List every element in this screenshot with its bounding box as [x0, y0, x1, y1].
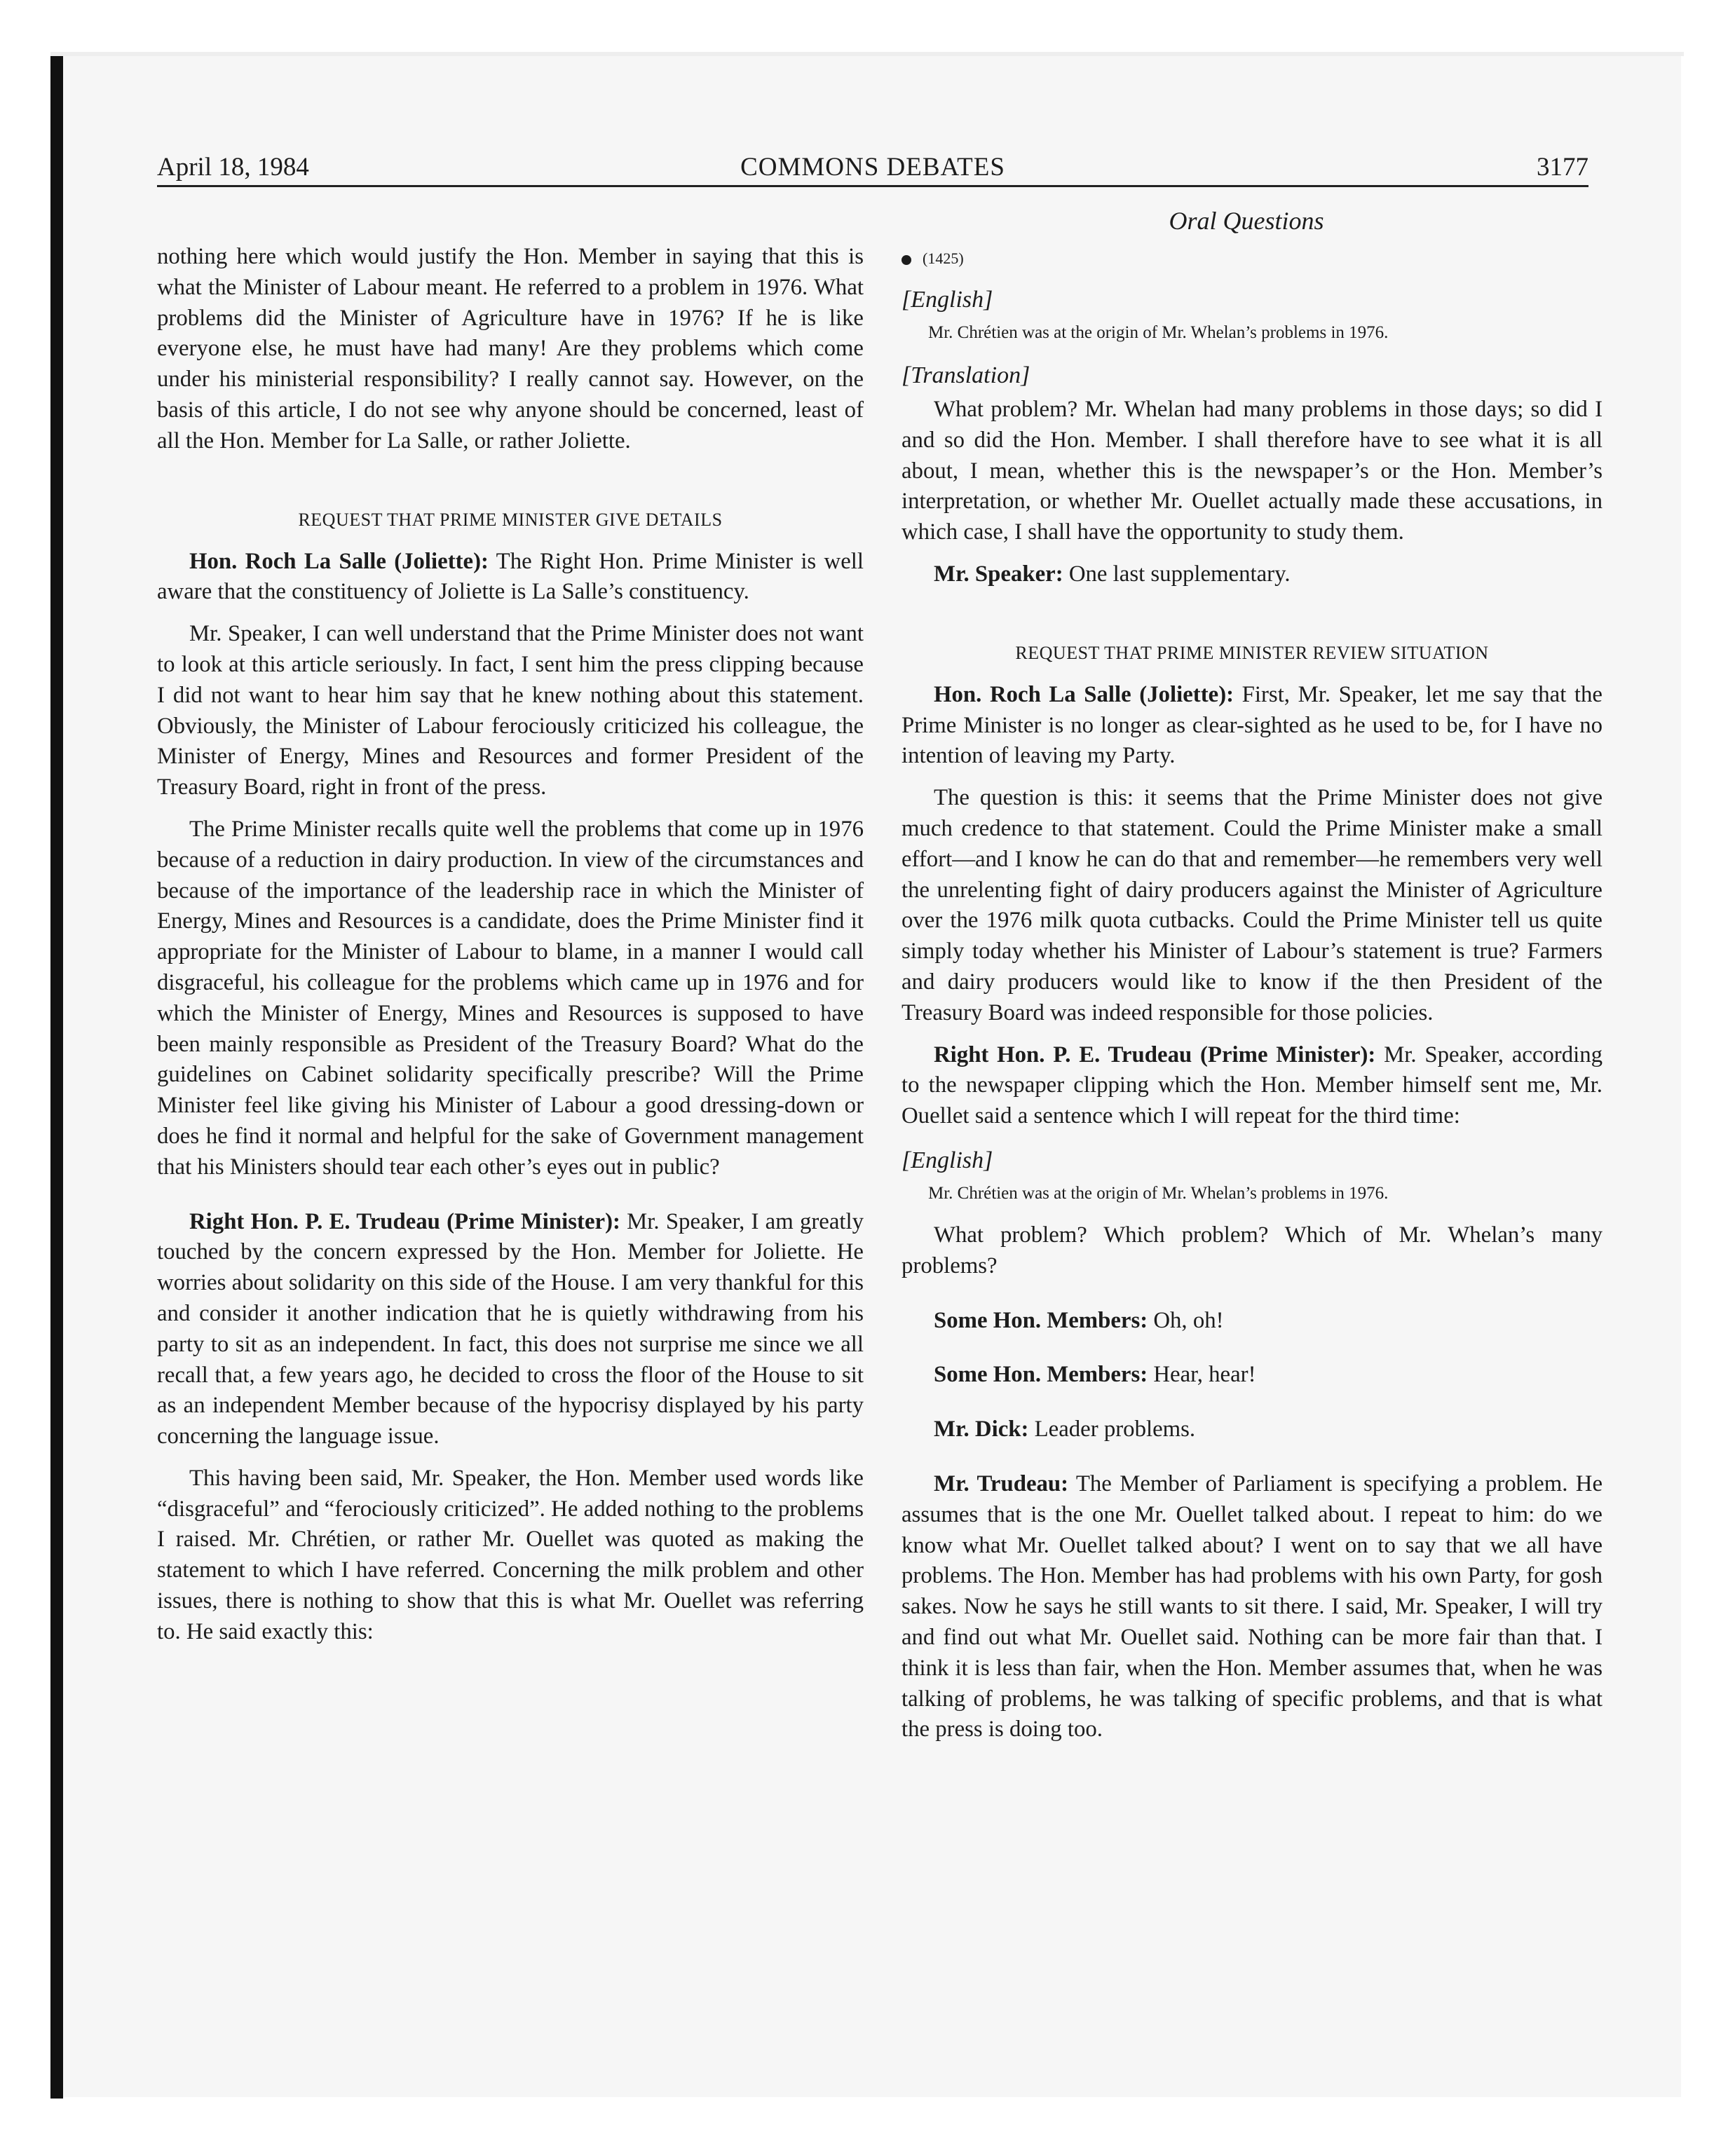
- speaker-name: Right Hon. P. E. Trudeau (Prime Minister):: [189, 1208, 620, 1234]
- speech-text: Hear, hear!: [1148, 1362, 1256, 1388]
- right-paragraph-3: [901, 680, 1603, 772]
- right-paragraph-7: [901, 1306, 1603, 1337]
- block-quote: Mr. Chrétien was at the origin of Mr. Whelan’s problems in 1976.: [928, 323, 1389, 342]
- left-paragraph-3: Mr. Speaker, I can well understand that the Prime Minister does not want to look at this article seriously. In fact, I sent him the press clipping because I did not want to hear him say that he knew nothing about this statement. Obviously, the Minister of Labour ferociously criticized his colleague, the Minister of Energy, Mines and Resources and former President of the Treasury Board, right in front of the press.: [157, 621, 864, 800]
- right-paragraph-6: What problem? Which problem? Which of Mr. Whelan’s many problems?: [901, 1222, 1603, 1278]
- right-paragraph-8: [901, 1360, 1603, 1391]
- left-paragraph-6: This having been said, Mr. Speaker, the Hon. Member used words like “disgraceful” and “ferociously criticized”. He added nothing to the problems I raised. Mr. Chrétien, or rather Mr. Ouellet was quoted as making the statement to which I have referred. Concerning the milk problem and other issues, there is nothing to show that this is what Mr. Ouellet was referring to. He said exactly this:: [157, 1465, 864, 1644]
- left-paragraph-5: [157, 1207, 864, 1452]
- right-subheading: REQUEST THAT PRIME MINISTER REVIEW SITUATION: [1015, 642, 1489, 663]
- header-date: April 18, 1984: [157, 153, 309, 182]
- right-column: [901, 242, 1603, 1756]
- speaker-name: Some Hon. Members:: [934, 1307, 1148, 1333]
- bullet-icon: [901, 255, 911, 265]
- speaker-name: Hon. Roch La Salle (Joliette):: [934, 681, 1234, 707]
- page-number: 3177: [1537, 153, 1588, 182]
- left-column: [157, 242, 864, 1659]
- right-paragraph-2: [901, 559, 1603, 590]
- language-marker: [English]: [901, 1147, 993, 1173]
- speech-text: Oh, oh!: [1148, 1307, 1224, 1333]
- speech-text: Mr. Speaker, I am greatly touched by the concern expressed by the Hon. Member for Joliette. He worries about solidarity on this side of the House. I am very thankful for this and consider it another indication that he is quietly withdrawing from his party to sit as an independent. In fact, this does not surprise me since we all recall that, a few years ago, he decided to cross the floor of the House to sit as an independent Member because of the hypocrisy displayed by his party concerning the language issue.: [157, 1208, 864, 1449]
- speaker-name: Some Hon. Members:: [934, 1362, 1148, 1388]
- header-title: COMMONS DEBATES: [740, 153, 1005, 182]
- language-marker: [English]: [901, 287, 993, 313]
- speaker-name: Mr. Dick:: [934, 1417, 1029, 1442]
- left-paragraph-4: The Prime Minister recalls quite well the problems that come up in 1976 because of a reduction in dairy production. In view of the circumstances and because of the importance of the leadership race in which the Minister of Energy, Mines and Resources is a candidate, does the Prime Minister find it appropriate for the Minister of Labour to blame, in a manner I would call disgraceful, his colleague for the problems which came up in 1976 and for which the Minister of Energy, Mines and Resources is supposed to have been mainly responsible as President of the Treasury Board? What do the guidelines on Cabinet solidarity specifically prescribe? Will the Prime Minister feel like giving his Minister of Labour a good dressing-down or does he find it normal and helpful for the sake of Government management that his Ministers should tear each other’s eyes out in public?: [157, 816, 864, 1180]
- running-header: [157, 150, 1588, 187]
- speaker-name: Right Hon. P. E. Trudeau (Prime Minister):: [934, 1042, 1376, 1067]
- right-paragraph-4: The question is this: it seems that the Prime Minister does not give much credence to that statement. Could the Prime Minister make a small effort—and I know he can do that and remember—he remembers very well the unrelenting fight of dairy producers against the Minister of Agriculture over the 1976 milk quota cutbacks. Could the Prime Minister tell us quite simply today whether his Minister of Labour’s statement is true? Farmers and dairy producers would like to know if the then President of the Treasury Board was indeed responsible for those policies.: [901, 785, 1603, 1025]
- time-marker-text: (1425): [923, 250, 964, 267]
- left-paragraph-1: nothing here which would justify the Hon. Member in saying that this is what the Minister of Labour meant. He referred to a problem in 1976. What problems did the Minister of Agriculture have in 1976? If he is like everyone else, he must have had many! Are they problems which come under his ministerial responsibility? I really cannot say. However, on the basis of this article, I do not see why anyone should be concerned, least of all the Hon. Member for La Salle, or rather Joliette.: [157, 244, 864, 453]
- left-paragraph-2: [157, 547, 864, 608]
- left-subheading: REQUEST THAT PRIME MINISTER GIVE DETAILS: [298, 509, 723, 530]
- right-paragraph-10: [901, 1469, 1603, 1745]
- block-quote: Mr. Chrétien was at the origin of Mr. Whelan’s problems in 1976.: [928, 1183, 1389, 1203]
- speech-text: The Member of Parliament is specifying a problem. He assumes that is the one Mr. Ouellet talked about. I repeat to him: do we know what Mr. Ouellet talked about? I went on to say that we all have problems. The Hon. Member has had problems with his own Party, for gosh sakes. Now he says he still wants to sit there. I said, Mr. Speaker, I will try and find out what Mr. Ouellet said. Nothing can be more fair than that. I think it is less than fair, when the Hon. Member assumes that, when he was talking of problems, he was talking of specific problems, and that is what the press is doing too.: [901, 1471, 1603, 1742]
- speech-text: Leader problems.: [1028, 1417, 1196, 1442]
- right-paragraph-5: [901, 1040, 1603, 1132]
- speaker-name: Mr. Speaker:: [934, 561, 1063, 587]
- speaker-name: Mr. Trudeau:: [934, 1471, 1069, 1496]
- speech-text: The Right Hon. Prime Minister is well aware that the constituency of Joliette is La Salle’s constituency.: [157, 548, 864, 605]
- speech-text: Mr. Speaker, according to the newspaper clipping which the Hon. Member himself sent me, Mr. Ouellet said a sentence which I will repeat for the third time:: [901, 1042, 1603, 1129]
- scan-border: [50, 52, 63, 2099]
- speech-text: First, Mr. Speaker, let me say that the Prime Minister is no longer as clear-sighted as he used to be, for I have no intention of leaving my Party.: [901, 681, 1603, 769]
- speaker-name: Hon. Roch La Salle (Joliette):: [189, 548, 489, 574]
- language-marker: [Translation]: [901, 362, 1030, 388]
- section-title: Oral Questions: [1169, 207, 1324, 235]
- right-paragraph-1: What problem? Mr. Whelan had many problems in those days; so did I and so did the Hon. Member. I shall therefore have to see what it is all about, I mean, whether this is the newspaper’s or the Hon. Member’s interpretation, or whether Mr. Ouellet actually made these accusations, in which case, I shall have the opportunity to study them.: [901, 397, 1603, 545]
- speech-text: One last supplementary.: [1063, 561, 1291, 587]
- time-marker: [901, 246, 1603, 271]
- right-paragraph-9: [901, 1414, 1603, 1445]
